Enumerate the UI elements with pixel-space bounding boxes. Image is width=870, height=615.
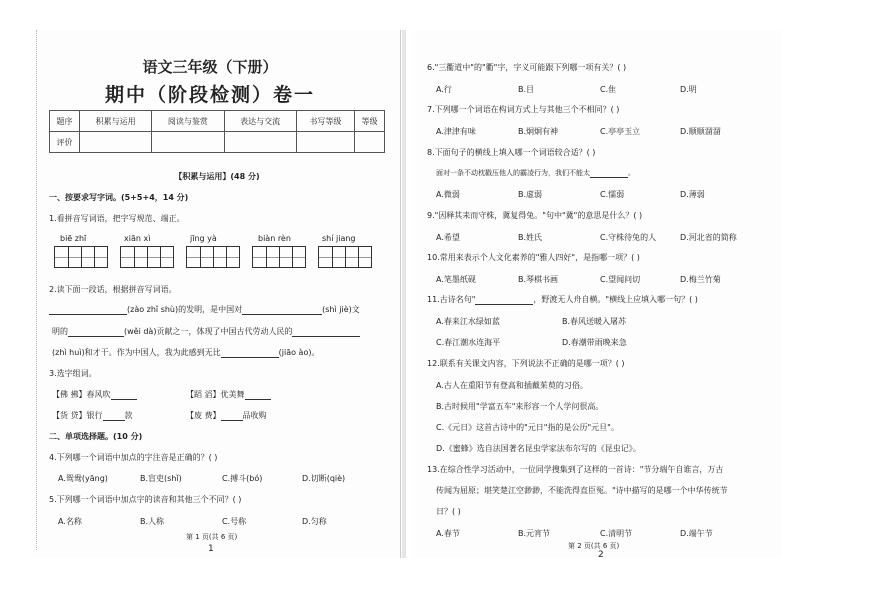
question-2: 2.读下面一段话，根据拼音写词语。 <box>49 285 177 294</box>
option[interactable]: D.匀称 <box>302 517 327 526</box>
writing-grid[interactable] <box>252 246 306 268</box>
q3-item <box>186 410 267 421</box>
option[interactable]: A.笔墨纸砚 <box>436 275 476 284</box>
score-cell-empty <box>354 132 384 153</box>
option[interactable]: B.古时候用"学富五车"来形容一个人学问很高。 <box>436 402 604 411</box>
section-title: 【积累与运用】(48 分) <box>174 172 260 181</box>
question-13-line: 日？( ) <box>436 507 461 516</box>
option[interactable]: A.行 <box>436 85 452 94</box>
option[interactable]: B.姓氏 <box>518 233 543 242</box>
exam-subtitle: 期中（阶段检测）卷一 <box>104 84 315 106</box>
option[interactable]: A.希望 <box>436 233 460 242</box>
q3-text: 【货 贷】银行 <box>52 411 103 420</box>
score-cell-empty <box>152 132 224 153</box>
option[interactable]: B.盲吏(shǐ) <box>140 474 182 483</box>
option[interactable]: C.望闻问切 <box>600 275 641 284</box>
option[interactable]: D.春潮带雨晚来急 <box>562 338 627 347</box>
answer-blank[interactable] <box>111 390 137 400</box>
option[interactable]: B.人称 <box>140 517 165 526</box>
option[interactable]: A.津津有味 <box>436 127 476 136</box>
option[interactable]: B.炯炯有神 <box>518 127 559 136</box>
option[interactable]: C.号称 <box>222 517 247 526</box>
score-cell: 表达与交流 <box>224 111 296 132</box>
score-cell-empty <box>79 132 151 153</box>
question-5: 5.下列哪一个词语中加点字的读音和其他三个不同？( ) <box>49 495 242 504</box>
page-footer: 第 1 页(共 6 页) <box>186 533 238 541</box>
exam-title: 语文三年级（下册） <box>142 58 278 76</box>
writing-grid[interactable] <box>120 246 174 268</box>
score-table <box>49 110 385 153</box>
option[interactable]: C.搏斗(bó) <box>222 474 263 483</box>
score-cell: 书写等级 <box>296 111 354 132</box>
pinyin-label: jīng yà <box>190 234 217 243</box>
q2-line-2 <box>52 326 360 337</box>
pinyin-label: biē zhī <box>60 234 87 243</box>
question-3: 3.选字组词。 <box>49 369 97 378</box>
writing-grid[interactable] <box>186 246 240 268</box>
q2-text: (zhì huì)和才干。作为中国人，我为此感到无比 <box>52 348 221 357</box>
option[interactable]: A.春来江水绿如蓝 <box>436 317 500 326</box>
option[interactable]: A.名称 <box>58 517 82 526</box>
answer-blank[interactable] <box>242 305 322 315</box>
option[interactable]: D.薄弱 <box>680 190 705 199</box>
score-cell: 积累与运用 <box>79 111 151 132</box>
q3-text: 款 <box>124 411 133 420</box>
score-table-eval-row <box>50 132 385 153</box>
option[interactable]: B.目 <box>518 85 535 94</box>
option[interactable]: A.春节 <box>436 529 460 538</box>
pinyin-label: xiān xì <box>124 234 151 243</box>
score-cell: 阅读与鉴赏 <box>152 111 224 132</box>
question-7: 7.下列哪一个词语在构词方式上与其他三个不相同？( ) <box>427 105 620 114</box>
question-6: 6."三衢道中"的"衢"字，字义可能跟下列哪一项有关？( ) <box>427 63 627 72</box>
answer-blank[interactable] <box>221 411 243 421</box>
score-cell: 题序 <box>50 111 80 132</box>
question-8: 8.下面句子的横线上填入哪一个词语较合适？( ) <box>427 148 596 157</box>
q8-text: 面对一条不动枕戳压他人的霸凌行为，我们不能太 <box>436 169 590 177</box>
answer-blank[interactable] <box>475 295 533 305</box>
q11-text: ，野渡无人舟自横。"横线上应填入哪一句？( ) <box>533 295 698 304</box>
pinyin-label: shí jiang <box>322 234 356 243</box>
option[interactable]: D.顺顺溜溜 <box>680 127 721 136</box>
q2-text: (zào zhǐ shù)的发明，是中国对 <box>127 305 243 314</box>
question-1: 1.看拼音写词语，把字写规范、端正。 <box>49 214 185 223</box>
page-number: 1 <box>208 544 214 554</box>
q3-text: 【佛 拂】春风吹 <box>52 390 111 399</box>
page-footer: 第 2 页(共 6 页) <box>568 542 620 550</box>
question-10: 10.常用来表示个人文化素养的"雅人四好"，是指哪一项？( ) <box>427 253 640 262</box>
option[interactable]: C.懦弱 <box>600 190 625 199</box>
option[interactable]: B.虚弱 <box>518 190 543 199</box>
q2-line-1 <box>49 304 360 315</box>
part-heading: 二、单项选择题。(10 分) <box>49 432 143 441</box>
question-4: 4.下列哪一个词语中加点的字注音是正确的？( ) <box>49 453 218 462</box>
part-heading: 一、按要求写字词。(5+5+4，14 分) <box>49 193 189 202</box>
question-9: 9."因释其耒而守株，冀复得兔。"句中"冀"的意思是什么？( ) <box>427 211 643 220</box>
q3-item <box>186 389 271 400</box>
question-13: 13.在综合性学习活动中，一位同学搜集到了这样的一首诗："节分端午自谁言，万古 <box>427 465 724 474</box>
q8-sentence: 面对一条不动枕戳压他人的霸凌行为，我们不能太 。 <box>436 169 635 177</box>
pinyin-label: biàn rèn <box>258 234 291 243</box>
q3-text: 品收购 <box>242 411 267 420</box>
option[interactable]: D.明 <box>680 85 697 94</box>
score-cell-empty <box>224 132 296 153</box>
writing-grid[interactable] <box>54 246 108 268</box>
q2-text: (jiāo ào)。 <box>278 348 320 357</box>
answer-blank[interactable] <box>68 327 124 337</box>
answer-blank[interactable] <box>245 390 271 400</box>
question-11 <box>427 294 698 305</box>
option[interactable]: A.微弱 <box>436 190 460 199</box>
option[interactable]: C.《元日》这首古诗中的"元日"指的是公历"元旦"。 <box>436 423 619 432</box>
page-number: 2 <box>598 550 604 560</box>
option[interactable]: B.琴棋书画 <box>518 275 559 284</box>
option[interactable]: D.切断(qiè) <box>302 474 346 483</box>
q3-text: 【废 费】 <box>186 411 221 420</box>
q3-item <box>52 410 133 421</box>
q3-item <box>52 389 137 400</box>
score-cell: 等级 <box>354 111 384 132</box>
option[interactable]: C.隹 <box>600 85 617 94</box>
option[interactable]: A.鸳鸯(yāng) <box>58 474 108 483</box>
q2-text: (wěi dà)贡献之一，体现了中国古代劳动人民的 <box>124 327 293 336</box>
q2-text: 明的 <box>52 327 68 336</box>
score-table-header-row <box>50 111 385 132</box>
option[interactable]: D.河北省的简称 <box>680 233 737 242</box>
option[interactable]: C.春江潮水连海平 <box>436 338 501 347</box>
option[interactable]: A.古人在重阳节有登高和插戴茱萸的习俗。 <box>436 381 588 390</box>
option[interactable]: B.元宵节 <box>518 529 551 538</box>
q11-text: 11.古诗名句" <box>427 295 476 304</box>
option[interactable]: C.亭亭玉立 <box>600 127 641 136</box>
score-cell-empty <box>296 132 354 153</box>
answer-blank[interactable] <box>221 348 279 358</box>
option[interactable]: D.《蜜蜂》选自法国著名昆虫学家法布尔写的《昆虫记》。 <box>436 444 641 453</box>
q2-text: (shì jiè)文 <box>322 305 360 314</box>
option[interactable]: C.守株待兔的人 <box>600 233 657 242</box>
score-cell: 评价 <box>50 132 80 153</box>
writing-grid[interactable] <box>318 246 372 268</box>
q2-line-3 <box>52 347 319 358</box>
page-divider <box>402 30 406 558</box>
option[interactable]: D.梅兰竹菊 <box>680 275 721 284</box>
q3-text: 【蹈 滔】优美舞 <box>186 390 245 399</box>
answer-blank[interactable] <box>590 168 628 178</box>
option[interactable]: D.端午节 <box>680 529 713 538</box>
question-12: 12.联系有关课文内容，下列说法不正确的是哪一项？( ) <box>427 359 625 368</box>
option[interactable]: C.清明节 <box>600 529 633 538</box>
answer-blank[interactable] <box>49 305 127 315</box>
option[interactable]: B.春风送暖入屠苏 <box>562 317 627 326</box>
answer-blank[interactable] <box>103 411 125 421</box>
question-13-line: 传闻为屈原；堪笑楚江空渺渺，不能洗得直臣冤。"诗中描写的是哪一个中华传统节 <box>436 486 728 495</box>
answer-blank[interactable] <box>292 327 360 337</box>
